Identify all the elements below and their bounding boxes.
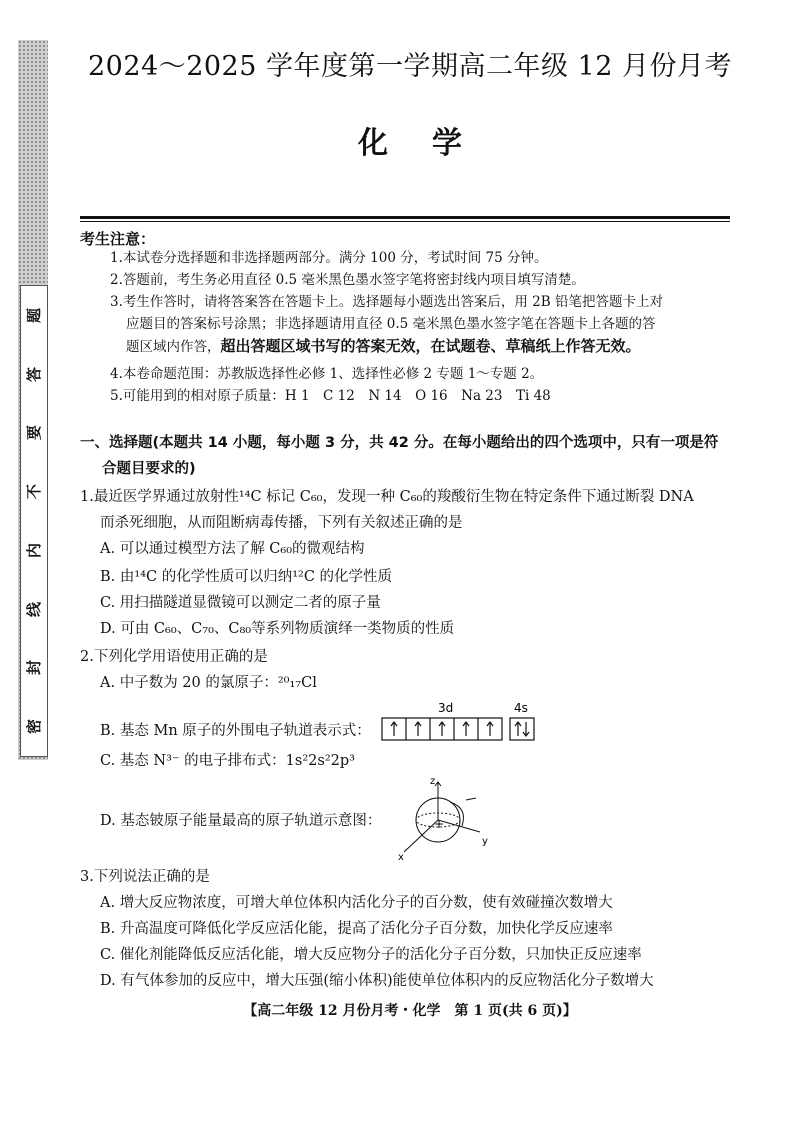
option-b: B. 由¹⁴C 的化学性质可以归纳¹²C 的化学性质 [100, 569, 393, 585]
notice-warning: 超出答题区域书写的答案无效，在试题卷、草稿纸上作答无效。 [220, 337, 641, 355]
section-heading: 一、选择题(本题共 14 小题，每小题 3 分，共 42 分。在每小题给出的四个选项中，只有一项是符 [80, 435, 719, 451]
orbital-label-3d: 3d [438, 701, 454, 715]
binding-char: 不 [25, 484, 44, 500]
notice-heading: 考生注意： [80, 230, 156, 248]
page-footer: 【高二年级 12 月份月考・化学 第 1 页(共 6 页)】 [243, 1003, 577, 1019]
orbital-diagram [376, 696, 546, 746]
y-axis-label: y [482, 836, 488, 847]
notice-item-emphasis-line [126, 336, 740, 358]
exam-subject [80, 118, 740, 162]
subject-char-1: 化 [358, 126, 388, 161]
notice-item: 2.答题前，考生务必用直径 0.5 毫米黑色墨水签字笔将密封线内项目填写清楚。 [110, 272, 585, 288]
option-c: C. 催化剂能降低反应活化能，增大反应物分子的活化分子百分数，只加快正反应速率 [100, 947, 642, 963]
binding-char: 题 [25, 307, 44, 323]
notice-item: 4.本卷命题范围：苏教版选择性必修 1、选择性必修 2 专题 1～专题 2。 [110, 366, 544, 382]
section-heading-cont: 合题目要求的) [102, 461, 196, 477]
binding-margin-box [20, 285, 48, 757]
binding-char: 内 [25, 542, 44, 558]
option-d: D. 有气体参加的反应中，增大压强(缩小体积)能使单位体积内的反应物活化分子数增大 [100, 973, 654, 989]
option-a: A. 中子数为 20 的氯原子：²⁰₁₇Cl [100, 675, 317, 691]
binding-char: 线 [25, 601, 44, 617]
option-a: A. 增大反应物浓度，可增大单位体积内活化分子的百分数，使有效碰撞次数增大 [100, 895, 613, 911]
option-b: B. 基态 Mn 原子的外围电子轨道表示式： [100, 723, 371, 739]
header-rule-thin [80, 221, 730, 222]
exam-title: 2024～2025 学年度第一学期高二年级 12 月份月考 [87, 51, 733, 82]
option-b: B. 升高温度可降低化学反应活化能，提高了活化分子百分数，加快化学反应速率 [100, 921, 613, 937]
header-rule-thick [80, 216, 730, 219]
option-d: D. 基态铍原子能量最高的原子轨道示意图： [100, 813, 382, 829]
notice-item: 5.可能用到的相对原子质量：H 1 C 12 N 14 O 16 Na 23 Ti 48 [110, 388, 551, 404]
question-stem-cont: 而杀死细胞，从而阻断病毒传播，下列有关叙述正确的是 [100, 515, 463, 531]
subject-char-2: 学 [432, 126, 462, 161]
question-stem: 1.最近医学界通过放射性¹⁴C 标记 C₆₀，发现一种 C₆₀的羧酸衍生物在特定条件下通过断裂 DNA [80, 489, 694, 505]
orbital-box-4s [510, 718, 534, 740]
z-axis-label: z [430, 776, 436, 787]
option-c: C. 用扫描隧道显微镜可以测定二者的原子量 [100, 595, 381, 611]
option-a: A. 可以通过模型方法了解 C₆₀的微观结构 [100, 541, 365, 557]
option-c: C. 基态 N³⁻ 的电子排布式：1s²2s²2p³ [100, 753, 355, 769]
binding-char: 封 [25, 660, 44, 676]
notice-item: 应题目的答案标号涂黑；非选择题请用直径 0.5 毫米黑色墨水签字笔在答题卡上各题的答 [126, 316, 656, 332]
notice-item-part: 题区域内作答， [126, 339, 221, 355]
notice-item: 1.本试卷分选择题和非选择题两部分。满分 100 分，考试时间 75 分钟。 [110, 250, 548, 266]
question-stem: 3.下列说法正确的是 [80, 869, 210, 885]
question-stem: 2.下列化学用语使用正确的是 [80, 649, 268, 665]
binding-char: 答 [25, 366, 44, 382]
option-d: D. 可由 C₆₀、C₇₀、C₈₀等系列物质演绎一类物质的性质 [100, 621, 455, 637]
notice-item: 3.考生作答时，请将答案答在答题卡上。选择题每小题选出答案后，用 2B 铅笔把答题卡上对 [110, 294, 663, 310]
orbital-label-4s: 4s [514, 701, 528, 715]
plus-sign: + [434, 817, 445, 831]
orbital-sphere-diagram [394, 774, 504, 864]
x-axis-label: x [398, 852, 404, 863]
binding-char: 密 [25, 719, 44, 735]
binding-char: 要 [25, 425, 44, 441]
